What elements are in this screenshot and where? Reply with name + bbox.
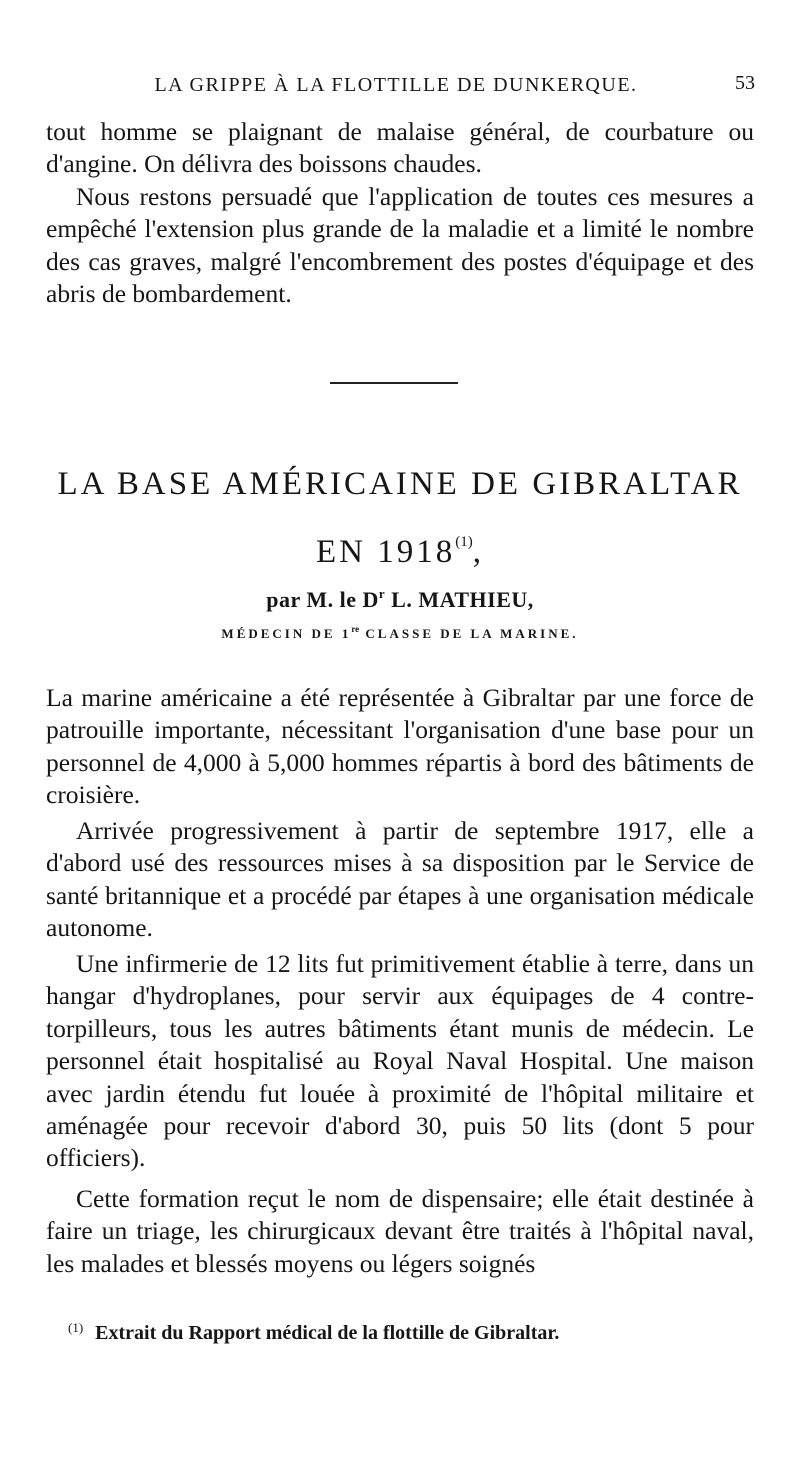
article-title: LA BASE AMÉRICAINE DE GIBRALTAR (57, 466, 743, 502)
footnote (68, 1320, 748, 1345)
author-affiliation (40, 624, 760, 642)
footnote-text: Extrait du Rapport médical de la flottille de Gibraltar. (95, 1322, 560, 1344)
title-trailing-comma: , (472, 534, 484, 570)
byline-sup: r (378, 586, 386, 601)
previous-article-paragraph-2: Nous restons persuadé que l'application de toutes ces mesures a empêché l'extension plus grande de la maladie et a limité le nombre des cas graves, malgré l'encombrement des postes d'équipage et des abris de bombardement. (46, 182, 754, 309)
author-name: L. MATHIEU, (385, 587, 534, 612)
article-paragraph-3: Une infirmerie de 12 lits fut primitivement établie à terre, dans un hangar d'hydroplanes, pour servir aux équipages de 4 contre-torpilleurs, tous les autres bâtiments étant munis de médecin. Le personnel était hospitalisé au Royal Naval Hospital. Une maison avec jardin étendu fut louée à proximité de l'hôpital militaire et aménagée pour recevoir d'abord 30, puis 50 lits (dont 5 pour officiers). (46, 949, 754, 1173)
footnote-mark: (1) (68, 1320, 84, 1335)
article-title-line-2 (40, 524, 760, 570)
affiliation-sup: re (351, 624, 360, 634)
article-title-year: EN 1918 (316, 534, 456, 570)
affiliation-prefix: MÉDECIN DE 1 (221, 626, 352, 641)
author-byline (40, 586, 760, 613)
article-paragraph-2: Arrivée progressivement à partir de septembre 1917, elle a d'abord usé des ressources mises à sa disposition par le Service de santé britannique et a procédé par étapes à une organisation médicale autonome. (46, 816, 754, 943)
title-footnote-mark: (1) (455, 534, 473, 550)
section-divider (330, 382, 458, 384)
article-paragraph-1: La marine américaine a été représentée à Gibraltar par une force de patrouille importante, nécessitant l'organisation d'une base pour un personnel de 4,000 à 5,000 hommes répartis à bord des bâtiments de croisière. (46, 683, 754, 810)
running-title: LA GRIPPE À LA FLOTTILLE DE DUNKERQUE. (154, 74, 638, 96)
affiliation-suffix: CLASSE DE LA MARINE. (359, 626, 579, 641)
byline-prefix: par M. le D (266, 587, 379, 612)
article-paragraph-4: Cette formation reçut le nom de dispensaire; elle était destinée à faire un triage, les chirurgicaux devant être traités à l'hôpital naval, les malades et blessés moyens ou légers soignés (46, 1184, 754, 1278)
page-number: 53 (735, 72, 755, 94)
previous-article-paragraph-1: tout homme se plaignant de malaise général, de courbature ou d'angine. On délivra des boissons chaudes. (46, 117, 754, 179)
